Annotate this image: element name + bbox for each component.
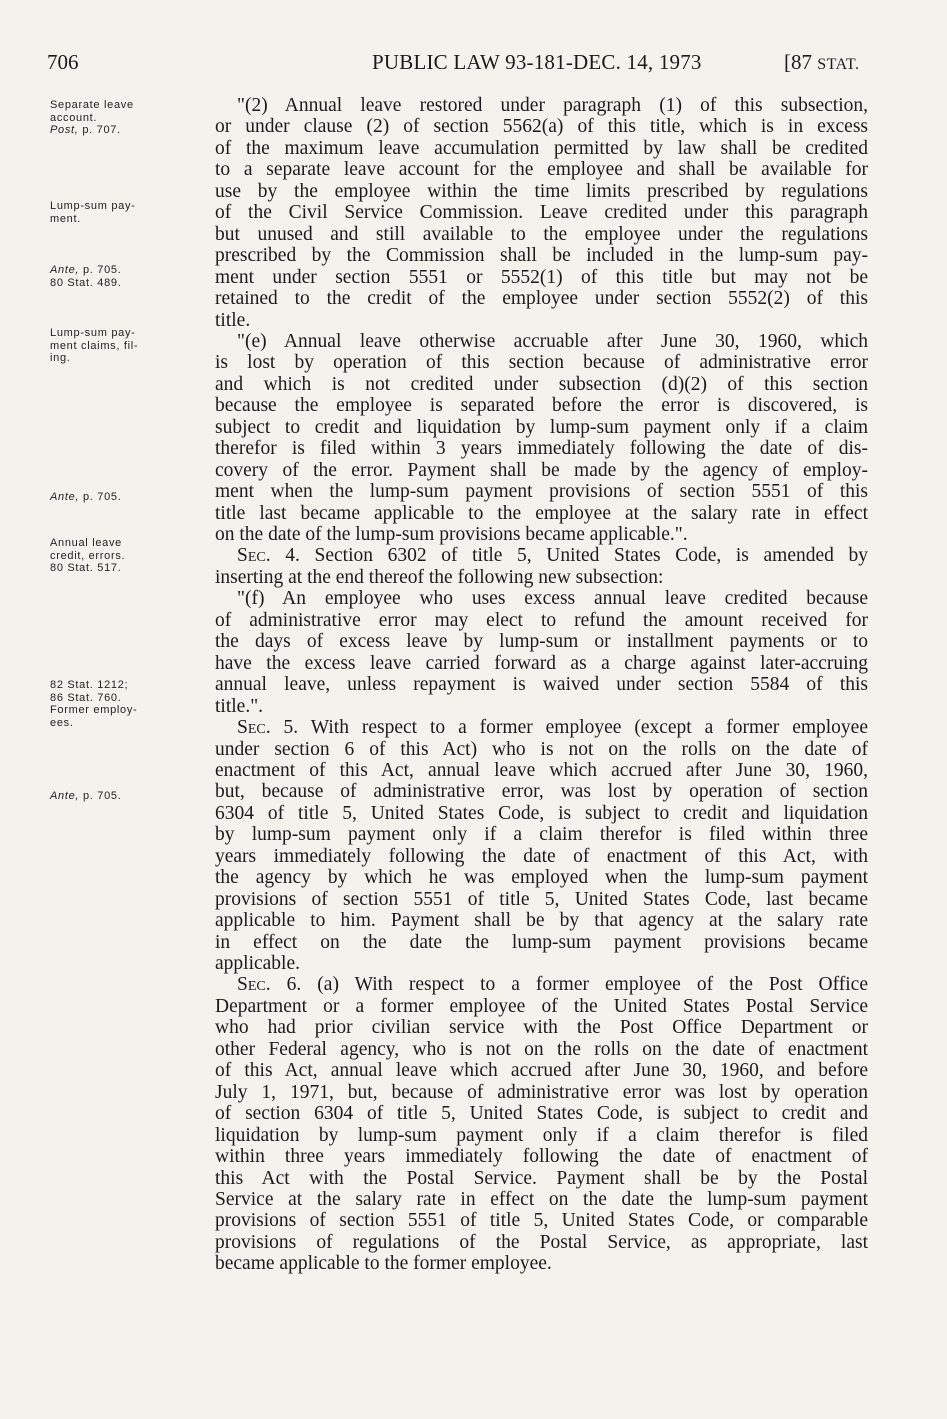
body-line: Department or a former employee of the United States Postal Service [215, 995, 868, 1017]
margin-notes [0, 0, 200, 1419]
body-line: under section 6 of this Act) who is not on the rolls on the date of [215, 738, 868, 760]
body-line: provisions of regulations of the Postal Service, as appropriate, last [215, 1231, 868, 1253]
body-line: to a separate leave account for the employee and shall be available for [215, 159, 868, 181]
body-line: have the excess leave carried forward as a charge against later-accruing [215, 652, 868, 674]
body-line: liquidation by lump-sum payment only if a claim therefor is filed [215, 1124, 868, 1146]
body-line: the agency by which he was employed when the lump-sum payment [215, 867, 868, 889]
body-line: and which is not credited under subsection (d)(2) of this section [215, 373, 868, 395]
margin-note-line: ing. [50, 352, 71, 364]
body-line: provisions of section 5551 of title 5, United States Code, last became [215, 888, 868, 910]
body-line: July 1, 1971, but, because of administrative error was lost by operation [215, 1081, 868, 1103]
body-text [215, 95, 868, 1275]
body-line: "(e) Annual leave otherwise accruable after June 30, 1960, which [237, 330, 868, 352]
body-line: of the maximum leave accumulation permitted by law shall be credited [215, 137, 868, 159]
body-line: enactment of this Act, annual leave which accrued after June 30, 1960, [215, 759, 868, 781]
body-line: ment under section 5551 or 5552(1) of this title but may not be [215, 266, 868, 288]
margin-note-line: 82 Stat. 1212; [50, 679, 129, 691]
body-line: the days of excess leave by lump-sum or installment payments or to [215, 631, 868, 653]
body-line: annual leave, unless repayment is waived under section 5584 of this [215, 674, 868, 696]
body-line: other Federal agency, who is not on the rolls on the date of enactment [215, 1038, 868, 1060]
margin-note [50, 491, 200, 504]
body-line: subject to credit and liquidation by lump-sum payment only if a claim [215, 416, 868, 438]
margin-note-line: ment claims, fil- [50, 339, 139, 352]
statute-reference [784, 50, 860, 75]
margin-note-line: 80 Stat. 489. [50, 276, 122, 289]
body-line: because the employee is separated before the error is discovered, is [215, 395, 868, 417]
margin-note-line: account. [50, 111, 98, 124]
margin-note-line: Post, p. 707. [50, 124, 121, 136]
margin-note-line: Ante, p. 705. [50, 491, 122, 503]
margin-note [50, 99, 200, 137]
body-line: title. [215, 309, 251, 331]
margin-note [50, 790, 200, 803]
margin-note-line: Lump-sum pay- [50, 200, 136, 212]
body-line: inserting at the end thereof the following new subsection: [215, 566, 664, 588]
body-line: applicable. [215, 953, 300, 974]
statute-label: STAT. [817, 56, 860, 73]
margin-note-line: Former employ- [50, 704, 138, 716]
body-line: within three years immediately following the date of enactment of [215, 1146, 868, 1168]
margin-note-line: credit, errors. [50, 549, 126, 562]
body-line: provisions of section 5551 of title 5, United States Code, or comparable [215, 1210, 868, 1232]
margin-note-line: Separate leave [50, 99, 134, 111]
body-line: of the Civil Service Commission. Leave credited under this paragraph [215, 202, 868, 224]
body-line: by lump-sum payment only if a claim therefor is filed within three [215, 824, 868, 846]
body-line: therefor is filed within 3 years immediately following the date of dis- [215, 438, 868, 460]
body-line: in effect on the date the lump-sum payment provisions became [215, 931, 868, 953]
margin-note-line: Annual leave [50, 537, 123, 549]
body-line: title last became applicable to the employee at the salary rate in effect [215, 502, 868, 524]
body-line: is lost by operation of this section because of administrative error [215, 352, 868, 374]
body-line: 6304 of title 5, United States Code, is subject to credit and liquidation [215, 802, 868, 824]
margin-note-line: Lump-sum pay- [50, 327, 136, 339]
body-line: Sec. 5. With respect to a former employee (except a former employee [237, 717, 868, 739]
body-line: or under clause (2) of section 5562(a) of this title, which is in excess [215, 116, 868, 138]
body-line: who had prior civilian service with the Post Office Department or [215, 1017, 868, 1039]
body-line: "(f) An employee who uses excess annual leave credited because [237, 588, 868, 610]
body-line: applicable to him. Payment shall be by that agency at the salary rate [215, 910, 868, 932]
margin-note [50, 537, 200, 575]
body-line: use by the employee within the time limits prescribed by regulations [215, 180, 868, 202]
margin-note-line: 86 Stat. 760. [50, 691, 122, 704]
body-line: prescribed by the Commission shall be included in the lump-sum pay- [215, 245, 868, 267]
body-line: title.". [215, 695, 264, 717]
margin-note-line: Ante, p. 705. [50, 790, 122, 802]
body-line: of section 6304 of title 5, United States Code, is subject to credit and [215, 1103, 868, 1125]
body-line: ment when the lump-sum payment provisions of section 5551 of this [215, 481, 868, 503]
body-line: Service at the salary rate in effect on the date the lump-sum payment [215, 1188, 868, 1210]
statute-bracket: [87 [784, 50, 818, 74]
body-line: Sec. 6. (a) With respect to a former employee of the Post Office [237, 974, 868, 996]
body-line: Sec. 4. Section 6302 of title 5, United States Code, is amended by [237, 545, 868, 567]
body-line: covery of the error. Payment shall be made by the agency of employ- [215, 459, 868, 481]
body-line: years immediately following the date of enactment of this Act, with [215, 845, 868, 867]
margin-note [50, 327, 200, 365]
margin-note-line: 80 Stat. 517. [50, 562, 122, 574]
body-line: "(2) Annual leave restored under paragraph (1) of this subsection, [237, 95, 868, 116]
margin-note [50, 264, 200, 289]
body-line: but, because of administrative error, was lost by operation of section [215, 781, 868, 803]
margin-note-line: Ante, p. 705. [50, 264, 122, 276]
margin-note [50, 200, 200, 225]
body-line: this Act with the Postal Service. Payment shall be by the Postal [215, 1167, 868, 1189]
body-line: but unused and still available to the employee under the regulations [215, 223, 868, 245]
body-line: on the date of the lump-sum provisions became applicable.". [215, 524, 688, 545]
margin-note-line: ees. [50, 716, 74, 729]
margin-note [50, 679, 200, 729]
body-line: of this Act, annual leave which accrued after June 30, 1960, and before [215, 1060, 868, 1082]
body-line: of administrative error may elect to refund the amount received for [215, 609, 868, 631]
body-line: retained to the credit of the employee under section 5552(2) of this [215, 288, 868, 310]
margin-note-line: ment. [50, 212, 82, 225]
page-number: 706 [47, 50, 79, 74]
body-line: became applicable to the former employee. [215, 1253, 552, 1275]
running-head: PUBLIC LAW 93-181-DEC. 14, 1973 [372, 50, 702, 74]
